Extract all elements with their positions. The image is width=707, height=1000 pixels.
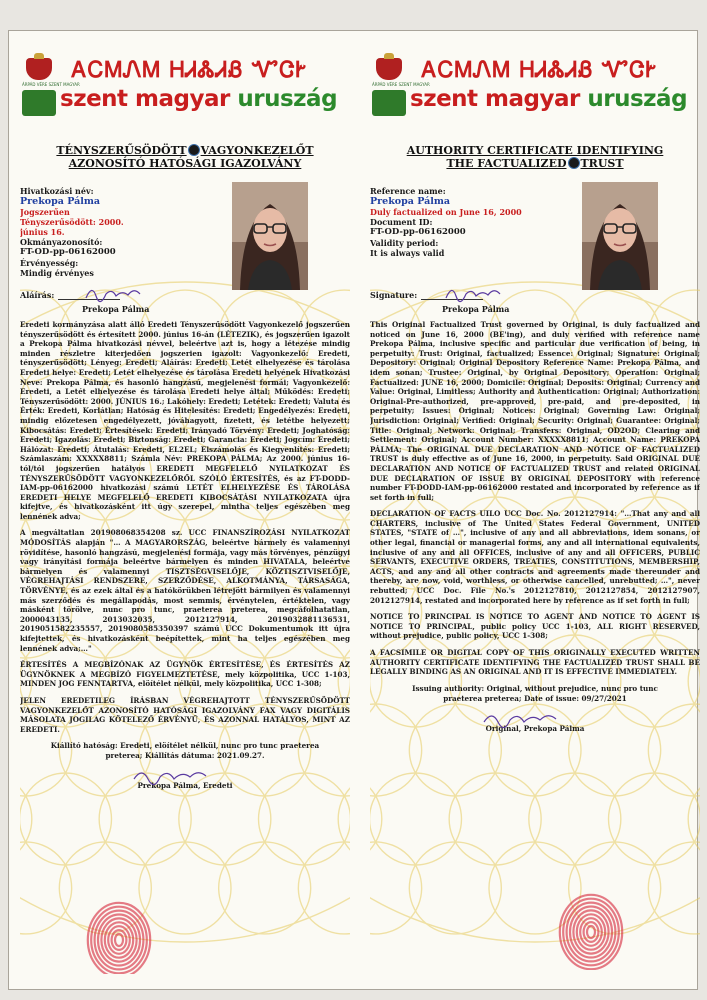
signer-name: Prekopa Pálma [442, 304, 510, 314]
body-paragraph: A megváltatlan 201908068354208 sz. UCC FINANSZÍROZÁSI NYILATKOZAT MÓDOSÍTÁS alapján "… A MAGYARORSZÁG, beleértve bármely és valamennyi rövidítése, hasonló hangzású, megjelenési formája, vagy más törvényes, pénzügyi vagy irányítási formája beleértve bármelyen és minden HIVATALA, beleértve bármelyen és valamennyi TISZTSÉGVISELŐJE, KÖZTISZTVISELŐJE, VÉGREHAJTÁSI RENDSZERE, SZERZŐDÉSE, ALKOTMÁNYA, TÁRSASÁGA, TÖRVÉNYE, és az ezek által és a hatókörükben létrejött bármilyen és valamennyi más szerződés és megállapodás, most semmis, érvénytelen, értéktelen, vagy másként törölve, nunc pro tunc, praeterea preterea, megcáfolhatatlan, 2000043135, 2013032035, 2012127914, 2019032881136531, 2019051582235557, 2019080585350397 számú UCC Dokumentumok itt újra kifejtettek, és hivatkozásként beépítettek, mint ha teljes egészében meg lennének adva;…" [20, 528, 350, 653]
runic-title: ᎪᏟᎷᏁᎷ ᎻᏗᏜᏗᏰ ᏉᏣᎨ [72, 58, 307, 83]
body-paragraph: This Original Factualized Trust governed by Original, is duly factualized and noticed on June 16, 2000 (BE'ing), and duly verified with reference name Prekopa Pálma, inclusive specific and particular due verification of being, in perpetuity: Trust: Original, factualized; Essence: Original; Signature: Original; Depository: Original; Original Depository Reference Name: Prekopa Pálma, and idem sonan; Trustee: Original, by Original Depository; Operation: Original; Factualized: JUNE 16, 2000; Domicile: Original; Deposits: Original; Currency and Value: Original, Limitless; Authority and Authentication: Original; Authorization: Original-Pre-authorized, pre-approved, pre-paid, and pre-deposited, in perpetuity; Issues: Original; Notices: Original; Governing Law: Original; Jurisdiction: Original; Verified: Original; Security: Original; Guarantee: Original; Title: Original; Network: Original; Transfers: Original, OD2OD; Clearing and Settlement: Original; Account Number: XXXXX8811; Account Name: PREKOPA PÁLMA; The ORIGINAL DUE DECLARATION AND NOTICE OF FACTUALIZED TRUST is duly effective as of June 16, 2000, in perpetuity. Said ORIGINAL DUE DECLARATION AND NOTICE OF FACTUALIZED TRUST and related ORIGINAL DUE DECLARATION OF ISSUE BY ORIGINAL DEPOSITORY with reference number FT-DODD-IAM-pp-06162000 restated and incorporated by reference as if set forth in full; [370, 320, 700, 502]
doc-id-label: Okmányazonosító: [20, 237, 103, 247]
certificate-body [370, 320, 700, 677]
final-signature: Prekopa Pálma, Eredeti [20, 781, 350, 790]
body-paragraph: JELEN EREDETILEG ÍRÁSBAN VÉGREHAJTOTT TÉNYSZERŰSÖDÖTT VAGYONKEZELŐT AZONOSÍTÓ HATÓSÁGI IGAZOLVÁNY FAX VAGY DIGITÁLIS MÁSOLATA JOGILAG KÖTELEZŐ ÉRVÉNYŰ, ÉS AZONNAL HATÁLYOS, MINT AZ EREDETI. [20, 695, 350, 734]
thumbprint-icon [556, 890, 626, 970]
doc-id: FT-OD-pp-06162000 [370, 227, 466, 237]
signature-field: Aláírás: [20, 290, 120, 300]
final-signature: Original, Prekopa Pálma [370, 724, 700, 733]
brand-name: szent magyar uruszág [410, 86, 688, 112]
body-paragraph: A FACSIMILE OR DIGITAL COPY OF THIS ORIGINALLY EXECUTED WRITTEN AUTHORITY CERTIFICATE IDENTIFYING THE FACTUALIZED TRUST SHALL BE LEGALLY BINDING AS AN ORIGINAL AND IT IS EFFECTIVE IMMEDIATELY. [370, 648, 700, 677]
ref-name: Prekopa Pálma [370, 196, 451, 207]
identity-block [370, 186, 700, 314]
portrait-photo [582, 182, 658, 290]
coat-of-arms-icon [376, 58, 402, 80]
validity: It is always valid [370, 248, 445, 258]
body-paragraph: Eredeti kormányzása alatt álló Eredeti Tényszerűsödött Vagyonkezelő jogszerűen tényszerűsödött és értesített 2000. június 16-án (LÉTEZIK), és jogszerűen igazolt a Prekopa Pálma hivatkozási névvel, beleértve azt is, hogy a létezése mindig minden részletre kiterjedően jogszerien igazolt: Vagyonkezelő: Eredeti, tényszerűsödött; Lényeg: Eredeti; Aláírás: Eredeti; Letét elhelyezése és tárolása Eredeti helye: Eredeti; Letét elhelyezése és tárolása Eredeti helyének Hivatkozási Neve: Prekopa Pálma, és hasonló hangzású, megjelenési formái; Vagyonkezelő: Eredeti, a Letét elhelyezése és tárolása Eredeti helye által; Működés: Eredeti; Tényszerűsödött: 2000. JÚNIUS 16.; Lakóhely: Eredeti; Letétek: Eredeti; Valuta és Érték: Eredeti, Korlátlan; Hatóság és Hitelesítés: Eredeti; Engedélyezés: Eredeti, mindig előzetesen engedélyezett, jóváhagyott, fizetett, és letétbe helyezett; Kibocsátás: Eredeti; Értesítések: Eredeti; Irányadó Törvény: Eredeti; Joghatóság: Eredeti; Igazolás: Eredeti; Biztonság: Eredeti; Garancia: Eredeti; Jogcím: Eredeti; Hálózat: Eredeti; Átutalás: Eredeti, EL2EL; Elszámolás és Kiegyenlítés: Eredeti; Számlaszám: XXXXX8811; Számla Név: PREKOPA PÁLMA; Az 2000. június 16-tól/tól jogszerűen hatályos EREDETI MEGFELELŐ NYILATKOZAT ÉS TÉNYSZERŰSÖDÖTT VAGYONKEZELŐRŐL SZÓLÓ ÉRTESÍTÉS, és az FT-DODD-IAM-pp-06162000 hivatkozási számú LETÉT ELHELYEZÉSE ÉS TÁROLÁSA EREDETI HELYE MEGFELELŐ EREDETI KIBOCSÁTÁSI NYILATKOZATA újra kifejtve, és hivatkozásként itt úgy szerepel, mintha teljes egészében meg lennének adva; [20, 320, 350, 521]
ref-note: Duly factualized on June 16, 2000 [370, 207, 522, 217]
brand-header [20, 52, 350, 122]
ref-name: Prekopa Pálma [20, 196, 101, 207]
issuing-authority: Issuing authority: Original, without prejudice, nunc pro tunc praeterea preterea; Date of issue: 09/27/2021 [412, 683, 658, 703]
body-paragraph: DECLARATION OF FACTS UILO UCC Doc. No. 2012127914: "…That any and all CHARTERS, inclusive of The United States Federal Government, UNITED STATES, "STATE of …", inclusive of any and all abbreviations, idem sonans, or other legal, financial or managerial forms, any and all international equivalents, inclusive of any and all OFFICES, inclusive of any and all OFFICERS, PUBLIC SERVANTS, EXECUTIVE ORDERS, TREATIES, CONSTITUTIONS, MEMBERSHIP, ACTS, and any and all other contracts and agreements made thereunder and thereby, are now, void, worthless, or otherwise cancelled, unrebutted; …", never rebutted; UCC Doc. File No.'s 2012127810, 2012127854, 2012127907, 2012127914, restated and incorporated here by reference as if set forth in full; [370, 509, 700, 605]
doc-id: FT-OD-pp-06162000 [20, 247, 116, 257]
document-title: AUTHORITY CERTIFICATE IDENTIFYING THE FACTUALIZED TRUST [406, 144, 664, 170]
ref-label: Reference name: [370, 186, 446, 196]
green-flag-icon [22, 90, 56, 116]
validity-label: Validity period: [370, 238, 439, 248]
body-paragraph: ÉRTESÍTÉS A MEGBÍZÓNAK AZ ÜGYNÖK ÉRTESÍTÉSE, ÉS ÉRTESÍTÉS AZ ÜGYNÖKNEK A MEGBÍZÓ FIGYELMEZTETÉSE, mely közpolitika, UCC 1-103, MINDEN JOG FENNTARTVA, elöítélet nélkül, mely közpolitika, UCC 1-308; [20, 660, 350, 689]
hologram-seal-icon [568, 157, 580, 169]
runic-title: ᎪᏟᎷᏁᎷ ᎻᏗᏜᏗᏰ ᏉᏣᎨ [422, 58, 657, 83]
identity-fields [370, 186, 570, 258]
identity-block [20, 186, 350, 314]
coat-of-arms-icon [26, 58, 52, 80]
signature-field: Signature: [370, 290, 483, 300]
signer-name: Prekopa Pálma [82, 304, 150, 314]
certificate-body [20, 320, 350, 734]
logo-caption: ÁRPÁD VÉRE SZENT MAGYAR [22, 82, 80, 87]
body-paragraph: NOTICE TO PRINCIPAL IS NOTICE TO AGENT AND NOTICE TO AGENT IS NOTICE TO PRINCIPAL, public policy UCC 1-103, ALL RIGHT RESERVED, without prejudice, public policy, UCC 1-308; [370, 612, 700, 641]
doc-id-label: Document ID: [370, 217, 433, 227]
brand-name: szent magyar uruszág [60, 86, 338, 112]
issuing-authority: Kiállító hatóság: Eredeti, elöítélet nélkül, nunc pro tunc praeterea preterea; Kiállítás dátuma: 2021.09.27. [50, 741, 320, 761]
document-title: TÉNYSZERŰSÖDÖTT VAGYONKEZELŐT AZONOSÍTÓ HATÓSÁGI IGAZOLVÁNY [56, 144, 314, 170]
brand-header [370, 52, 700, 122]
ref-note: Jogszerűen Tényszerűsödött: 2000. június 16. [20, 207, 124, 237]
identity-fields [20, 186, 220, 278]
validity: Mindig érvényes [20, 268, 94, 278]
ref-label: Hivatkozási név: [20, 186, 94, 196]
validity-label: Érvényesség: [20, 258, 79, 268]
thumbprint-icon [84, 898, 154, 974]
logo-caption: ÁRPÁD VÉRE SZENT MAGYAR [372, 82, 430, 87]
portrait-photo [232, 182, 308, 290]
certificate-hungarian [20, 52, 350, 974]
certificate-english [370, 52, 700, 974]
hologram-seal-icon [188, 144, 200, 156]
green-flag-icon [372, 90, 406, 116]
